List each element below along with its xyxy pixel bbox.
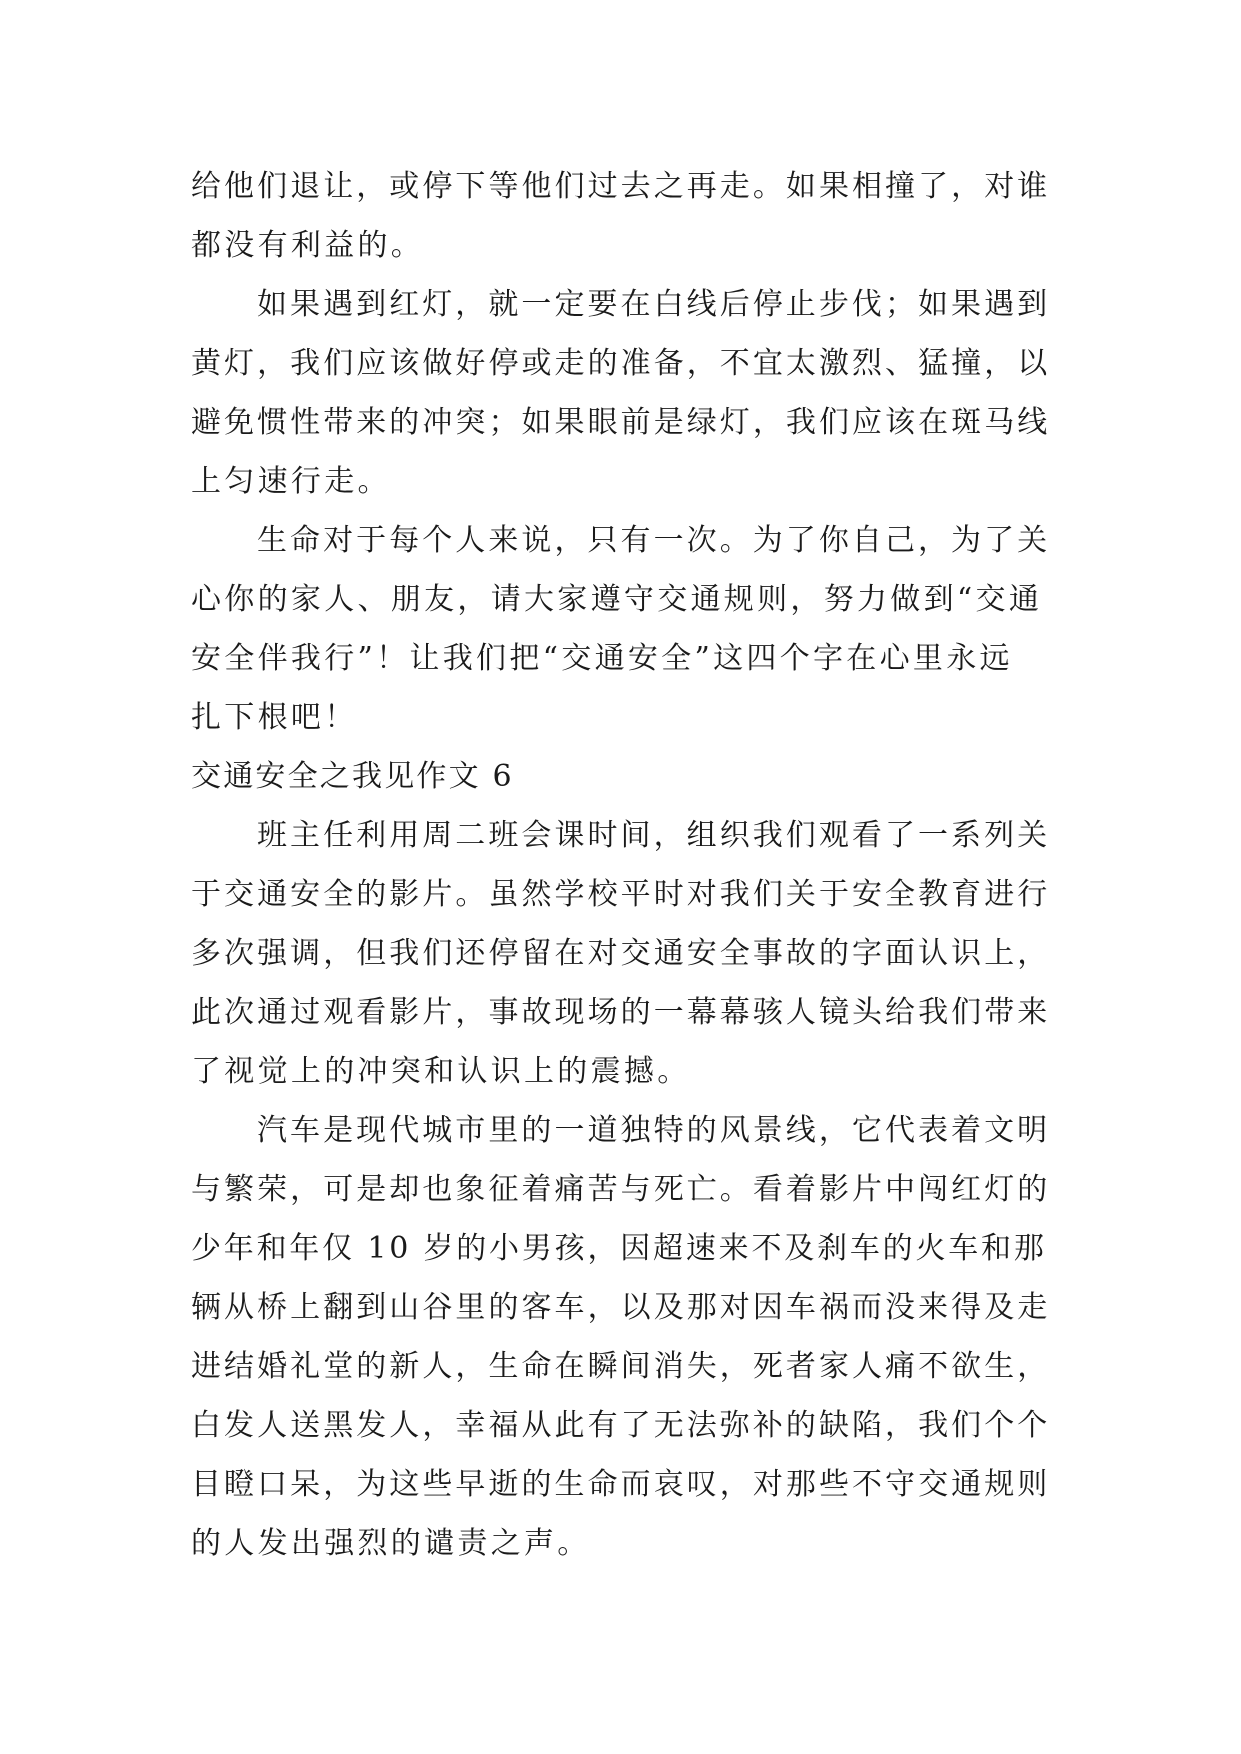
- paragraph-first-line: 生命对于每个人来说，只有一次。为了你自己，为了关: [257, 523, 1051, 558]
- text-line: 目瞪口呆，为这些早逝的生命而哀叹，对那些不守交通规则: [191, 1467, 1051, 1502]
- text-line: 上匀速行走。: [191, 464, 391, 499]
- text-line: 于交通安全的影片。虽然学校平时对我们关于安全教育进行: [191, 877, 1051, 912]
- text-line: 给他们退让，或停下等他们过去之再走。如果相撞了，对谁: [191, 169, 1051, 204]
- text-line: 多次强调，但我们还停留在对交通安全事故的字面认识上，: [191, 936, 1051, 971]
- section-heading: 交通安全之我见作文 6: [191, 759, 514, 794]
- text-line: 扎下根吧！: [191, 700, 358, 735]
- text-line: 安全伴我行”！让我们把“交通安全”这四个字在心里永远: [191, 641, 1013, 676]
- text-line: 都没有利益的。: [191, 228, 425, 263]
- text-line: 心你的家人、朋友，请大家遵守交通规则，努力做到“交通: [191, 582, 1043, 617]
- text-line: 了视觉上的冲突和认识上的震撼。: [191, 1054, 691, 1089]
- text-line: 与繁荣，可是却也象征着痛苦与死亡。看着影片中闯红灯的: [191, 1172, 1051, 1207]
- paragraph-first-line: 汽车是现代城市里的一道独特的风景线，它代表着文明: [257, 1113, 1051, 1148]
- text-line: 少年和年仅 10 岁的小男孩，因超速来不及刹车的火车和那: [191, 1231, 1047, 1266]
- paragraph-first-line: 班主任利用周二班会课时间，组织我们观看了一系列关: [257, 818, 1051, 853]
- text-line: 避免惯性带来的冲突；如果眼前是绿灯，我们应该在斑马线: [191, 405, 1051, 440]
- text-line: 此次通过观看影片，事故现场的一幕幕骇人镜头给我们带来: [191, 995, 1051, 1030]
- paragraph-first-line: 如果遇到红灯，就一定要在白线后停止步伐；如果遇到: [257, 287, 1051, 322]
- text-line: 的人发出强烈的谴责之声。: [191, 1526, 591, 1561]
- document-body: [191, 157, 1053, 1573]
- text-line: 辆从桥上翻到山谷里的客车，以及那对因车祸而没来得及走: [191, 1290, 1051, 1325]
- text-line: 进结婚礼堂的新人，生命在瞬间消失，死者家人痛不欲生，: [191, 1349, 1051, 1384]
- text-line: 白发人送黑发人，幸福从此有了无法弥补的缺陷，我们个个: [191, 1408, 1051, 1443]
- text-line: 黄灯，我们应该做好停或走的准备，不宜太激烈、猛撞，以: [191, 346, 1051, 381]
